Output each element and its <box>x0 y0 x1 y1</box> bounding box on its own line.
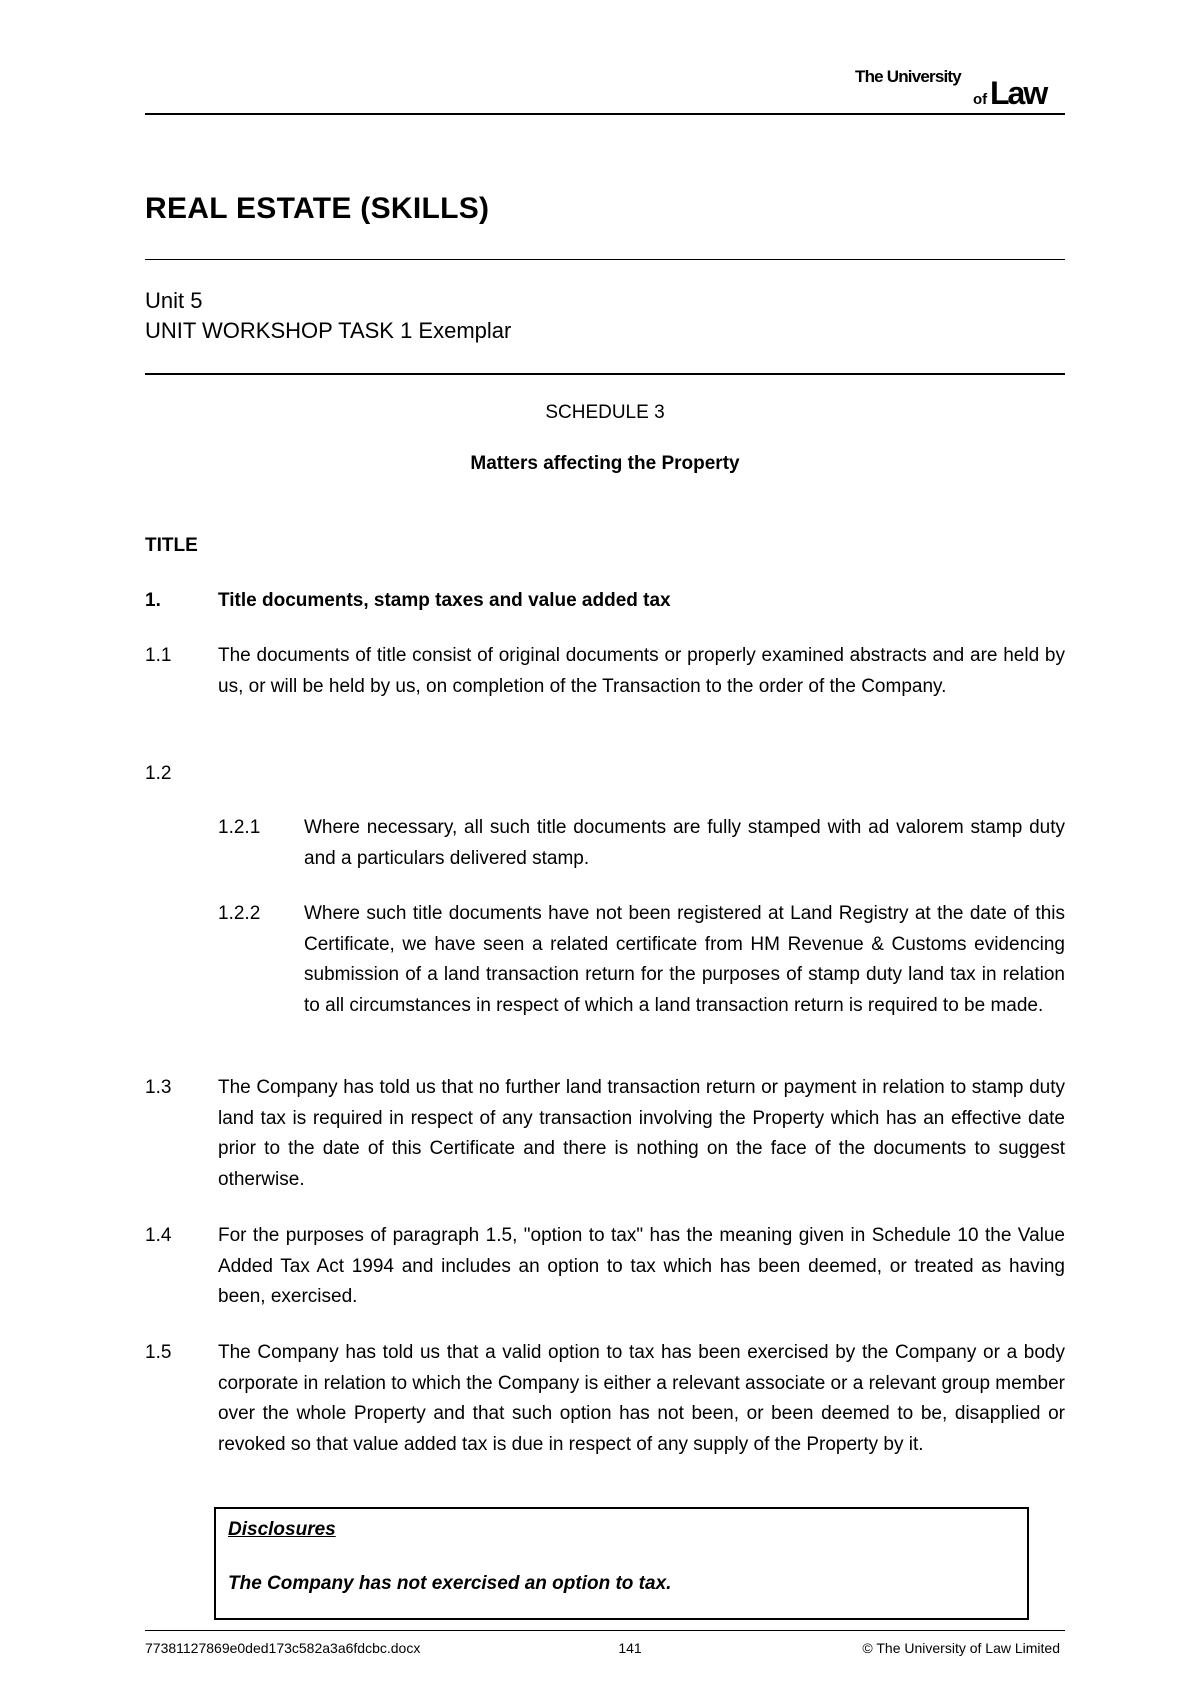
subparagraph-text: Where necessary, all such title documents are fully stamped with ad valorem stamp duty and a particulars delivered stamp. <box>304 817 1065 869</box>
document-title: REAL ESTATE (SKILLS) <box>145 192 490 225</box>
paragraph-text: The documents of title consist of original documents or properly examined abstracts and are held by us, or will be held by us, on completion of the Transaction to the order of the Company. <box>218 645 1065 697</box>
disclosures-box <box>214 1507 1029 1620</box>
paragraph-number: 1.5 <box>145 1342 172 1363</box>
subparagraph-number: 1.2.1 <box>218 817 261 838</box>
clause-number: 1. <box>145 590 161 611</box>
title-rule <box>145 259 1065 260</box>
unit-subtitle: UNIT WORKSHOP TASK 1 Exemplar <box>145 318 512 343</box>
subparagraph-number: 1.2.2 <box>218 903 261 924</box>
disclosures-heading: Disclosures <box>228 1519 336 1540</box>
clause-heading: Title documents, stamp taxes and value added tax <box>218 590 671 611</box>
university-of-law-logo <box>855 66 1065 110</box>
disclosures-text: The Company has not exercised an option to tax. <box>228 1573 672 1594</box>
logo-law: Law <box>990 75 1047 110</box>
footer-rule <box>145 1630 1065 1631</box>
paragraph-text: The Company has told us that no further land transaction return or payment in relation to stamp duty land tax is required in respect of any transaction involving the Property which has an effective date prior to the date of this Certificate and there is nothing on the face of the documents to suggest otherwise. <box>218 1077 1065 1190</box>
logo-line1: The University <box>855 67 961 86</box>
footer-filename: 77381127869e0ded173c582a3a6fdcbc.docx <box>145 1640 421 1656</box>
paragraph-number: 1.4 <box>145 1225 172 1246</box>
footer-copyright: © The University of Law Limited <box>862 1640 1060 1656</box>
footer-page-number: 141 <box>618 1640 642 1656</box>
header-rule <box>145 113 1065 115</box>
paragraph-number: 1.2 <box>145 763 172 784</box>
paragraph-number: 1.3 <box>145 1077 172 1098</box>
section-heading: TITLE <box>145 535 198 556</box>
logo-of: of <box>973 91 988 108</box>
logo-graphic <box>855 66 1065 110</box>
paragraph-number: 1.1 <box>145 645 172 666</box>
paragraph-text: For the purposes of paragraph 1.5, "option to tax" has the meaning given in Schedule 10 the Value Added Tax Act 1994 and includes an option to tax which has been deemed, or treated as having been, exercised. <box>218 1225 1065 1307</box>
schedule-subtitle: Matters affecting the Property <box>470 453 740 474</box>
unit-label: Unit 5 <box>145 288 203 313</box>
subparagraph-text: Where such title documents have not been registered at Land Registry at the date of this Certificate, we have seen a related certificate from HM Revenue & Customs evidencing submission of a land transaction return for the purposes of stamp duty land tax in relation to all circumstances in respect of which a land transaction return is required to be made. <box>304 903 1065 1016</box>
paragraph-text: The Company has told us that a valid option to tax has been exercised by the Company or a body corporate in relation to which the Company is either a relevant associate or a relevant group member over the whole Property and that such option has not been, or been deemed to be, disapplied or revoked so that value added tax is due in respect of any supply of the Property by it. <box>218 1342 1065 1455</box>
schedule-heading: SCHEDULE 3 <box>545 402 665 423</box>
subtitle-rule <box>145 373 1065 375</box>
